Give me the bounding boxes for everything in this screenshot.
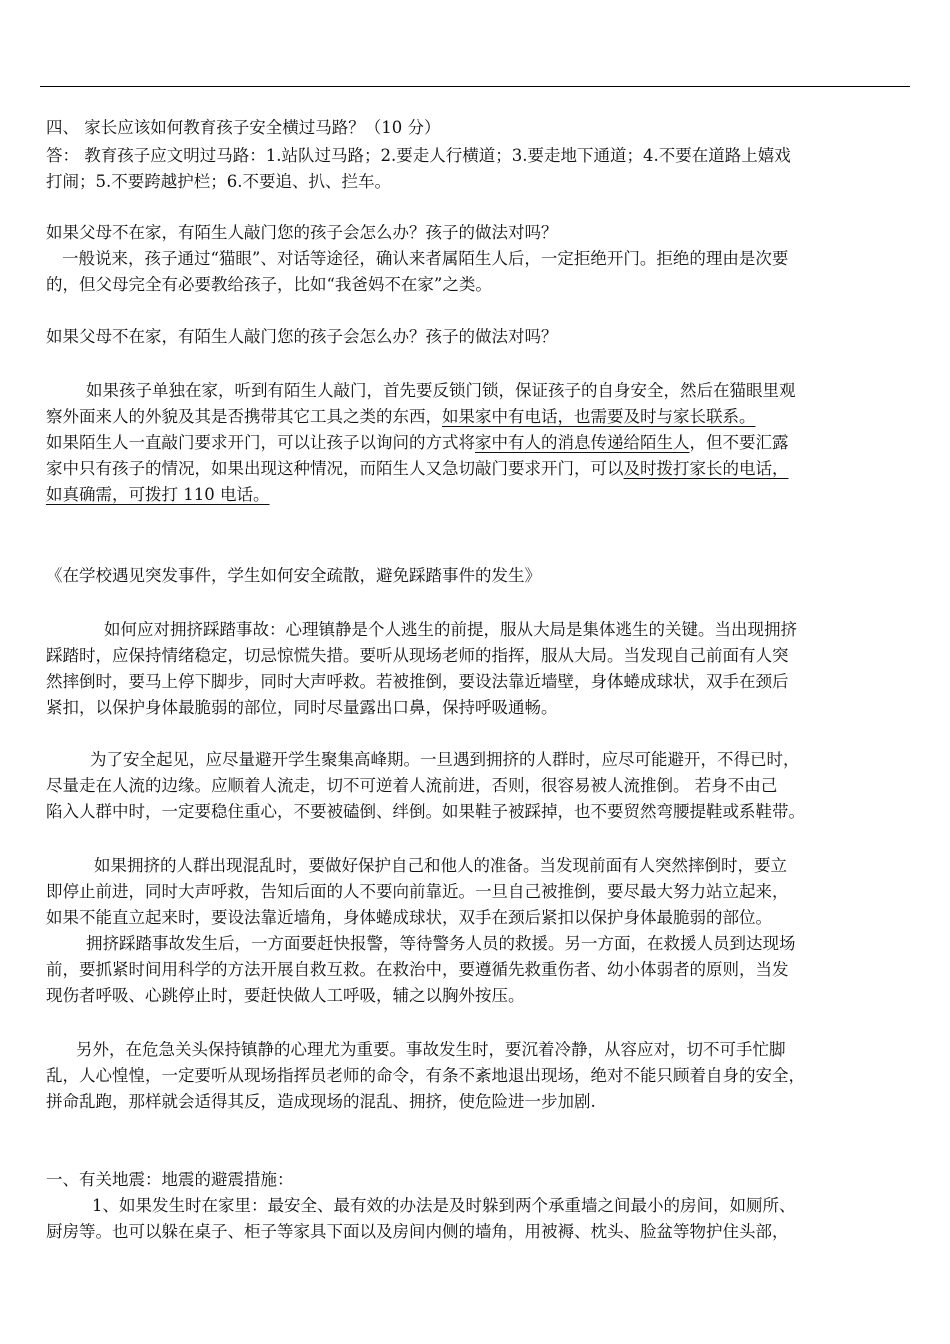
paragraph-line: 即停止前进，同时大声呼救，告知后面的人不要向前靠近。一旦自己被推倒，要尽最大努力站立起来，	[46, 882, 789, 901]
paragraph-line	[46, 485, 269, 505]
answer-line: 打闹；5.不要跨越护栏；6.不要追、扒、拦车。	[46, 172, 391, 191]
paragraph-line: 现伤者呼吸、心跳停止时，要赶快做人工呼吸，辅之以胸外按压。	[46, 986, 525, 1005]
underlined-text: 家中有人的消息传递给陌生人	[475, 433, 690, 452]
underlined-text: 如果家中有电话，也需要及时与家长联系。	[442, 407, 756, 426]
paragraph-line: 然摔倒时，要马上停下脚步，同时大声呼救。若被推倒，要设法靠近墙壁，身体蜷成球状，双手在颈后	[46, 672, 789, 691]
plain-text: 如果陌生人一直敲门要求开门，可以让孩子以询问的方式将	[46, 433, 475, 452]
paragraph-line: 乱，人心惶惶，一定要听从现场指挥员老师的命令，有条不紊地退出现场，绝对不能只顾着自身的安全，	[46, 1066, 805, 1085]
paragraph-line: 如果拥挤的人群出现混乱时，要做好保护自己和他人的准备。当发现前面有人突然摔倒时，要立	[94, 856, 787, 875]
answer-line: 答： 教育孩子应文明过马路：1.站队过马路；2.要走人行横道；3.要走地下通道；4.不要在道路上嬉戏	[46, 146, 791, 165]
paragraph-line: 厨房等。也可以躲在桌子、柜子等家具下面以及房间内侧的墙角，用被褥、枕头、脸盆等物护住头部，	[46, 1222, 789, 1241]
paragraph-line: 为了安全起见，应尽量避开学生聚集高峰期。一旦遇到拥挤的人群时，应尽可能避开，不得已时，	[90, 750, 800, 769]
paragraph-line	[46, 459, 789, 479]
paragraph-line: 的，但父母完全有必要教给孩子，比如“我爸妈不在家”之类。	[46, 275, 492, 294]
underlined-text: 如真确需，可拨打 110 电话。	[46, 485, 270, 504]
paragraph-line: 一般说来，孩子通过“猫眼”、对话等途径，确认来者属陌生人后，一定拒绝开门。拒绝的理由是次要	[62, 249, 789, 268]
plain-text: 家中只有孩子的情况，如果出现这种情况，而陌生人又急切敲门要求开门，可以	[46, 459, 624, 478]
paragraph-line: 如果孩子单独在家，听到有陌生人敲门，首先要反锁门锁，保证孩子的自身安全，然后在猫眼里观	[86, 381, 796, 400]
paragraph-line: 另外，在危急关头保持镇静的心理尤为重要。事故发生时，要沉着冷静，从容应对，切不可手忙脚	[76, 1040, 786, 1059]
question-line: 如果父母不在家，有陌生人敲门您的孩子会怎么办？孩子的做法对吗？	[46, 223, 558, 242]
section-heading: 一、有关地震：地震的避震措施：	[46, 1170, 294, 1189]
section-title: 《在学校遇见突发事件，学生如何安全疏散，避免踩踏事件的发生》	[46, 566, 541, 585]
plain-text: 察外面来人的外貌及其是否携带其它工具之类的东西，	[46, 407, 442, 426]
paragraph-line: 拼命乱跑，那样就会适得其反，造成现场的混乱、拥挤，使危险进一步加剧.	[46, 1092, 596, 1111]
paragraph-line: 紧扣，以保护身体最脆弱的部位，同时尽量露出口鼻，保持呼吸通畅。	[46, 698, 558, 717]
question-line: 如果父母不在家，有陌生人敲门您的孩子会怎么办？孩子的做法对吗？	[46, 327, 558, 346]
paragraph-line	[46, 407, 756, 427]
plain-text: ，但不要汇露	[689, 433, 789, 452]
paragraph-line: 前，要抓紧时间用科学的方法开展自救互救。在救治中，要遵循先救重伤者、幼小体弱者的原则，当发	[46, 960, 789, 979]
question-heading: 四、 家长应该如何教育孩子安全横过马路？（10 分）	[46, 118, 441, 137]
paragraph-line: 1、如果发生时在家里：最安全、最有效的办法是及时躲到两个承重墙之间最小的房间，如厕所、	[92, 1196, 796, 1215]
paragraph-line: 拥挤踩踏事故发生后，一方面要赶快报警，等待警务人员的救援。另一方面，在救援人员到达现场	[86, 934, 796, 953]
header-rule	[40, 86, 910, 87]
paragraph-line: 踩踏时，应保持情绪稳定，切忌惊慌失措。要听从现场老师的指挥，服从大局。当发现自己前面有人突	[46, 646, 789, 665]
paragraph-line	[46, 433, 789, 453]
paragraph-line: 陷入人群中时，一定要稳住重心，不要被磕倒、绊倒。如果鞋子被踩掉，也不要贸然弯腰提鞋或系鞋带。	[46, 802, 805, 821]
paragraph-line: 尽量走在人流的边缘。应顺着人流走，切不可逆着人流前进，否则，很容易被人流推倒。 若身不由己	[46, 776, 778, 795]
paragraph-line: 如果不能直立起来时，要设法靠近墙角，身体蜷成球状，双手在颈后紧扣以保护身体最脆弱的部位。	[46, 908, 772, 927]
paragraph-line: 如何应对拥挤踩踏事故：心理镇静是个人逃生的前提，服从大局是集体逃生的关键。当出现拥挤	[104, 620, 797, 639]
underlined-text: 及时拨打家长的电话，	[623, 459, 789, 478]
